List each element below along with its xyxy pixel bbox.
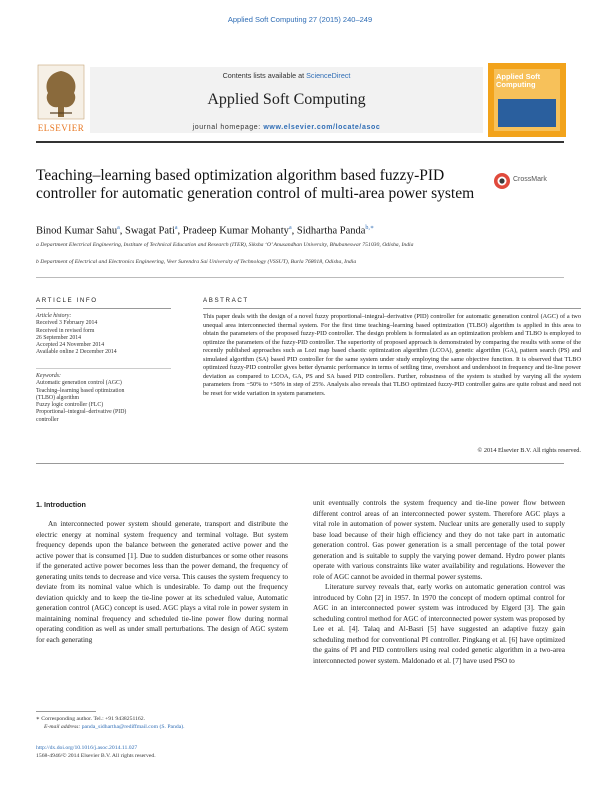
keywords — [36, 373, 171, 424]
elsevier-logo-text: ELSEVIER — [37, 123, 85, 133]
crossmark-icon — [493, 172, 511, 190]
email-link[interactable]: panda_sidhartha@rediffmail.com (S. Panda). — [81, 724, 185, 730]
divider — [36, 463, 564, 464]
doi-link[interactable]: http://dx.doi.org/10.1016/j.asoc.2014.11.027 — [36, 745, 138, 751]
keyword: Fuzzy logic controller (FLC) — [36, 402, 104, 409]
homepage-link[interactable]: www.elsevier.com/locate/asoc — [263, 124, 381, 131]
history-label: Article history: — [36, 313, 72, 319]
keyword: Automatic generation control (AGC) — [36, 380, 122, 387]
cover-title: Applied Soft Computing — [496, 72, 541, 89]
article-title: Teaching–learning based optimization algorithm based fuzzy-PID controller for automatic generation control of multi-area power system — [36, 167, 475, 202]
keywords-label: Keywords: — [36, 373, 61, 379]
divider — [36, 277, 564, 278]
keyword: Teaching–learning based optimization — [36, 387, 125, 394]
author-affil-mark[interactable]: a — [288, 225, 292, 231]
crossmark-badge[interactable] — [493, 171, 563, 191]
abstract-heading: ABSTRACT — [203, 297, 249, 304]
keyword: controller — [36, 416, 59, 423]
elsevier-logo[interactable] — [36, 63, 86, 137]
author-affil-mark[interactable]: a — [174, 225, 178, 231]
sciencedirect-link[interactable]: ScienceDirect — [306, 71, 351, 80]
intro-paragraph: Literature survey reveals that, early works on automatic generation control was introduced by Cohn [2] in 1957. In 1970 the concept of modern optimal control for AGC in an interconnected power system was introduced by Elgerd [3]. The gain scheduling control method for AGC of interconnected power system was proposed by Lee et al. [4]. Talaq and Al-Basri [5] have suggested an adaptive fuzzy gain scheduling method for conventional PI controller. Pingkang et al. [6] have optimized the gains of PI and PID controllers using real coded genetic algorithm in a two-area interconnected power system. Maldonado et al. [7] have used PSO to — [313, 582, 565, 665]
intro-paragraph-left: An interconnected power system should generate, transport and distribute the electric energy at nominal system frequency and terminal voltage. But system frequency depends upon the balance between the generated active power and the active power that is consumed [1]. Due to sudden disturbances or some other reasons if the generated active power becomes less than the power demand, the frequency of generating units tends to decrease and vice versa. This causes the system frequency to deviate from its nominal value which is undesirable. To damp out the frequency deviation quickly and to keep the tie-line power at its scheduled value, Automatic generation control (AGC) concept is used. AGC plays a vital role in power system in maintaining nominal frequency and scheduled tie-line power flow during normal operating condition as well as under small perturbations. The design of AGC system for each generating — [36, 519, 288, 644]
divider — [203, 308, 581, 309]
homepage-prefix: journal homepage: — [192, 124, 264, 131]
author-affil-mark[interactable]: a — [117, 225, 120, 231]
abstract-copyright: © 2014 Elsevier B.V. All rights reserved. — [477, 447, 581, 454]
crossmark-label: CrossMark — [513, 176, 547, 183]
author-name[interactable]: Swagat Pati — [125, 225, 175, 237]
keyword: (TLBO) algorithm — [36, 394, 79, 401]
history-line: Received 3 February 2014 — [36, 320, 98, 327]
article-history — [36, 313, 171, 357]
cover-image — [498, 99, 556, 127]
history-line: Accepted 24 November 2014 — [36, 342, 105, 349]
intro-column-right — [313, 498, 565, 666]
masthead-rule — [36, 141, 564, 143]
history-line: Received in revised form — [36, 327, 95, 334]
history-line: Available online 2 December 2014 — [36, 349, 117, 356]
footnote-rule — [36, 711, 96, 712]
section-heading-introduction: 1. Introduction — [36, 500, 86, 509]
affiliation: a Department Electrical Engineering, Institute of Technical Education and Research (ITER), Siksha ‘O’ Anusandhan University, Bhubaneswar 751030, Odisha, India — [36, 242, 414, 248]
author-name[interactable]: Binod Kumar Sahu — [36, 225, 118, 237]
author-name[interactable]: Pradeep Kumar Mohanty — [182, 225, 289, 237]
history-line: 26 September 2014 — [36, 334, 82, 341]
article-info-heading: ARTICLE INFO — [36, 297, 98, 304]
doi-block — [36, 744, 288, 760]
journal-title: Applied Soft Computing — [207, 91, 366, 108]
abstract-body: This paper deals with the design of a novel fuzzy proportional–integral–derivative (PID) controller for automatic generation control (AGC) of a two unequal area interconnected thermal system. For the first time teaching–learning based optimization (TLBO) algorithm is applied in this area to obtain the parameters of the proposed fuzzy-PID controller. The design problem is formulated as an optimization problem and TLBO is employed to optimize the parameters of the fuzzy-PID controller. The superiority of proposed approach is demonstrated by comparing the results with some of the recently published approaches such as Lozi map based chaotic optimization algorithm (LCOA), genetic algorithm (GA), pattern search (PS) and simulated algorithm (SA) based PID controller for the same system under study employing the same objective function. It is observed that TLBO optimized fuzzy-PID controller gives better dynamic performance in terms of settling time, overshoot and undershoot in frequency and tie-line power deviation as compared to LCOA, GA, PS and SA based PID controllers. Further, robustness of the system is studied by varying all the system parameters from −50% to +50% in step of 25%. Analysis also reveals that TLBO optimized fuzzy-PID controller gains are quite robust and need not be reset for wide variation in system parameters. — [203, 313, 581, 397]
corresponding-author: ∗ Corresponding author. Tel.: +91 9438251162. — [36, 716, 146, 722]
keyword: Proportional–integral–derivative (PID) — [36, 409, 127, 416]
author-name[interactable]: Sidhartha Panda — [296, 225, 366, 237]
divider — [36, 368, 171, 369]
affiliation: b Department of Electrical and Electronics Engineering, Veer Surendra Sai University of Technology (VSSUT), Burla 768018, Odisha, India — [36, 259, 357, 265]
contents-prefix: Contents lists available at — [222, 71, 307, 80]
journal-reference[interactable]: Applied Soft Computing 27 (2015) 240–249 — [227, 15, 373, 24]
rights-line: 1568-4946/© 2014 Elsevier B.V. All rights reserved. — [36, 753, 156, 759]
journal-cover[interactable] — [488, 63, 566, 137]
author-affil-mark[interactable]: b,∗ — [365, 225, 374, 231]
contents-line — [90, 71, 483, 80]
footnote — [36, 715, 288, 731]
divider — [36, 308, 171, 309]
email-label: E-mail address: — [44, 724, 82, 730]
author-list: Binod Kumar Sahu$^a$, Swagat Pati$^a$, Pradeep Kumar Mohanty$^a$, Sidhartha Panda$^{b,∗}$ — [36, 225, 374, 237]
journal-homepage — [90, 124, 483, 131]
intro-paragraph: unit eventually controls the system frequency and tie-line power flow between different control areas of an interconnected power system. Therefore AGC plays a vital role in automation of power system. Nuclear units are generally used to supply base load because of their high efficiency and they do not take part in automatic generation control. Gas power generation is a small percentage of the total power generation and is suitable to supply the varying power demand. Hydro power plants operate with various constraints like water availability and regulations. However the role of AGC cannot be avoided in thermal power systems. — [313, 498, 565, 581]
